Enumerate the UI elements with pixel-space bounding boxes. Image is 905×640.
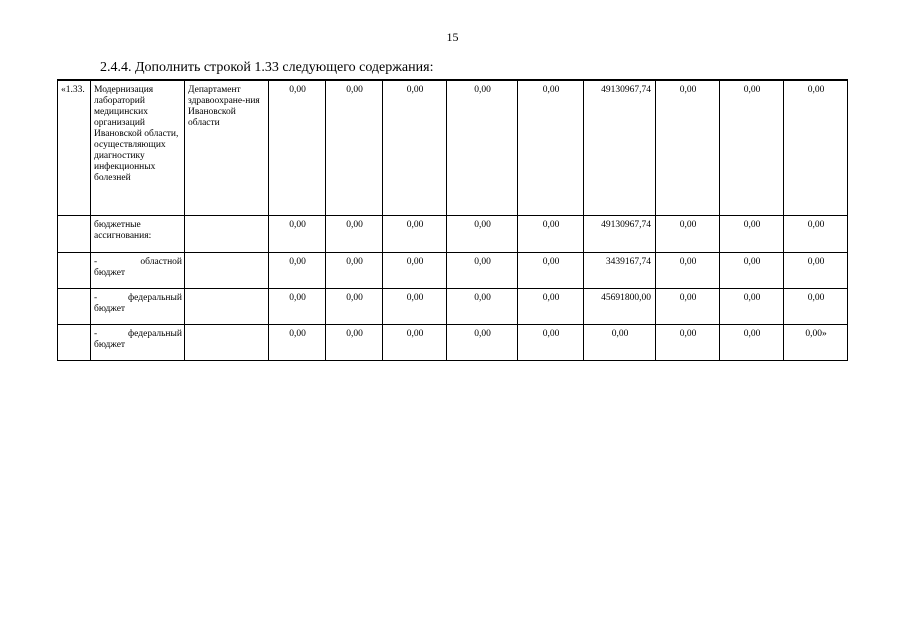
row-name xyxy=(91,288,185,324)
value-cell: 0,00 xyxy=(447,215,518,252)
row-name: бюджетные ассигнования: xyxy=(91,215,185,252)
value-cell: 0,00 xyxy=(784,252,848,288)
value-cell: 0,00 xyxy=(656,215,720,252)
table-row xyxy=(58,288,848,324)
row-number xyxy=(58,324,91,360)
value-cell: 0,00 xyxy=(656,80,720,215)
value-cell: 0,00 xyxy=(518,288,584,324)
value-cell: 0,00 xyxy=(269,80,326,215)
row-executor xyxy=(185,215,269,252)
row-name-dash: - xyxy=(94,292,98,303)
value-cell: 0,00 xyxy=(518,80,584,215)
value-cell: 0,00 xyxy=(383,288,447,324)
value-cell: 0,00 xyxy=(518,215,584,252)
value-cell: 0,00 xyxy=(720,252,784,288)
row-name: Модернизация лабораторий медицинских организаций Ивановской области, осуществляющих диагностику инфекционных болезней xyxy=(91,80,185,215)
value-cell: 0,00 xyxy=(447,80,518,215)
value-cell: 0,00 xyxy=(720,288,784,324)
value-cell: 0,00 xyxy=(518,252,584,288)
row-name-rest: бюджет xyxy=(94,267,126,278)
row-executor: Департамент здравоохране-ния Ивановской области xyxy=(185,80,269,215)
row-name xyxy=(91,252,185,288)
value-cell: 0,00 xyxy=(784,215,848,252)
value-cell: 0,00 xyxy=(720,215,784,252)
value-cell: 0,00 xyxy=(447,252,518,288)
table-row xyxy=(58,252,848,288)
value-cell: 0,00 xyxy=(584,324,656,360)
table-row xyxy=(58,215,848,252)
value-cell: 0,00 xyxy=(269,288,326,324)
value-cell: 0,00 xyxy=(269,215,326,252)
value-cell: 0,00 xyxy=(720,80,784,215)
value-cell: 3439167,74 xyxy=(584,252,656,288)
row-number xyxy=(58,215,91,252)
value-cell: 0,00 xyxy=(720,324,784,360)
value-cell: 0,00 xyxy=(656,288,720,324)
value-cell: 0,00 xyxy=(326,215,383,252)
value-cell: 45691800,00 xyxy=(584,288,656,324)
row-executor xyxy=(185,324,269,360)
row-number: «1.33. xyxy=(58,80,91,215)
table-row xyxy=(58,324,848,360)
value-cell: 0,00 xyxy=(326,288,383,324)
row-name-rest: бюджет xyxy=(94,303,126,314)
value-cell: 0,00» xyxy=(784,324,848,360)
row-name-rest: бюджет xyxy=(94,339,126,350)
value-cell: 49130967,74 xyxy=(584,215,656,252)
row-name-dash: - xyxy=(94,328,98,339)
page-number: 15 xyxy=(446,30,459,44)
value-cell: 0,00 xyxy=(383,80,447,215)
value-cell: 0,00 xyxy=(383,252,447,288)
value-cell: 49130967,74 xyxy=(584,80,656,215)
table-row xyxy=(58,80,848,215)
value-cell: 0,00 xyxy=(326,80,383,215)
value-cell: 0,00 xyxy=(784,288,848,324)
section-heading: 2.4.4. Дополнить строкой 1.33 следующего содержания: xyxy=(100,60,434,75)
value-cell: 0,00 xyxy=(784,80,848,215)
row-name xyxy=(91,324,185,360)
row-number xyxy=(58,288,91,324)
row-executor xyxy=(185,252,269,288)
budget-table xyxy=(57,79,848,361)
row-name-dash: - xyxy=(94,256,98,267)
row-name-word: областной xyxy=(140,256,182,267)
value-cell: 0,00 xyxy=(656,252,720,288)
value-cell: 0,00 xyxy=(269,252,326,288)
value-cell: 0,00 xyxy=(383,324,447,360)
value-cell: 0,00 xyxy=(656,324,720,360)
row-name-word: федеральный xyxy=(128,292,182,303)
value-cell: 0,00 xyxy=(326,324,383,360)
row-executor xyxy=(185,288,269,324)
value-cell: 0,00 xyxy=(447,288,518,324)
value-cell: 0,00 xyxy=(269,324,326,360)
value-cell: 0,00 xyxy=(326,252,383,288)
value-cell: 0,00 xyxy=(518,324,584,360)
row-name-word: федеральный xyxy=(128,328,182,339)
value-cell: 0,00 xyxy=(383,215,447,252)
row-number xyxy=(58,252,91,288)
value-cell: 0,00 xyxy=(447,324,518,360)
